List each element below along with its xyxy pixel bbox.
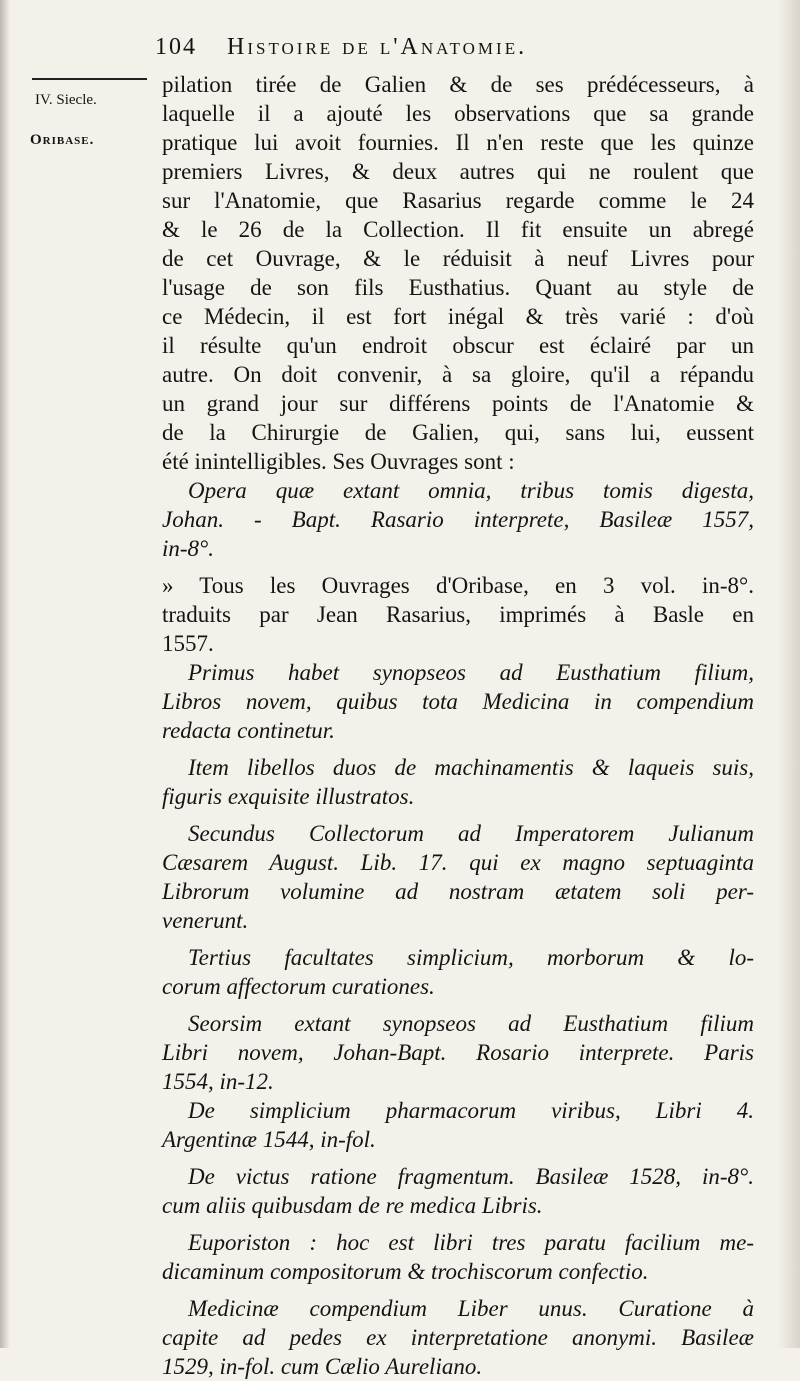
- text-line: ce Médecin, il est fort inégal & très varié : d'où: [162, 304, 754, 329]
- running-header: [155, 34, 675, 61]
- text-line: Librorum volumine ad nostram ætatem soli per-: [162, 879, 754, 904]
- text-line: été inintelligibles. Ses Ouvrages sont :: [162, 449, 515, 474]
- text-line: Item libellos duos de machinamentis & laqueis suis,: [188, 755, 754, 780]
- text-line: de la Chirurgie de Galien, qui, sans lui, eussent: [162, 420, 754, 445]
- text-line: Libri novem, Johan-Bapt. Rosario interprete. Paris: [162, 1040, 754, 1065]
- text-line: pilation tirée de Galien & de ses prédécesseurs, à: [162, 72, 754, 97]
- text-line: laquelle il a ajouté les observations que sa grande: [162, 101, 754, 126]
- text-line: Opera quæ extant omnia, tribus tomis digesta,: [188, 478, 754, 503]
- entry-tertius: [162, 943, 754, 1001]
- text-line: traduits par Jean Rasarius, imprimés à Basle en: [162, 602, 754, 627]
- text-line: de cet Ouvrage, & le réduisit à neuf Livres pour: [162, 246, 754, 271]
- text-line: figuris exquisite illustratos.: [162, 784, 415, 809]
- margin-rule: [32, 78, 147, 80]
- text-line: l'usage de son fils Eusthatius. Quant au style de: [162, 275, 754, 300]
- text-line: venerunt.: [162, 908, 249, 933]
- text-line: & le 26 de la Collection. Il fit ensuite un abregé: [162, 217, 754, 242]
- text-line: il résulte qu'un endroit obscur est éclairé par un: [162, 333, 754, 358]
- text-line: » Tous les Ouvrages d'Oribase, en 3 vol. in-8°.: [162, 573, 754, 598]
- text-line: in-8°.: [162, 536, 214, 561]
- entry-opera: [162, 476, 754, 563]
- text-line: Primus habet synopseos ad Eusthatium filium,: [188, 660, 754, 685]
- text-line: premiers Livres, & deux autres qui ne roulent que: [162, 159, 754, 184]
- text-line: 1554, in-12.: [162, 1069, 274, 1094]
- text-line: pratique lui avoit fournies. Il n'en reste que les quinze: [162, 130, 754, 155]
- text-line: capite ad pedes ex interpretatione anonymi. Basileæ: [162, 1325, 754, 1350]
- entry-secundus: [162, 819, 754, 935]
- text-line: Medicinæ compendium Liber unus. Curatione à: [188, 1296, 754, 1321]
- text-line: cum aliis quibusdam de re medica Libris.: [162, 1193, 543, 1218]
- main-text: [162, 70, 754, 1381]
- text-line: Cæsarem August. Lib. 17. qui ex magno septuaginta: [162, 850, 754, 875]
- text-line: Euporiston : hoc est libri tres paratu facilium me-: [188, 1230, 754, 1255]
- text-line: Johan. - Bapt. Rasario interprete, Basileæ 1557,: [162, 507, 754, 532]
- text-line: dicaminum compositorum & trochiscorum confectio.: [162, 1259, 649, 1284]
- entry-item: [162, 753, 754, 811]
- running-title: Histoire de l'Anatomie.: [227, 34, 528, 60]
- entry-primus: [162, 658, 754, 745]
- entry-euporiston: [162, 1228, 754, 1286]
- page-shadow-right: [778, 0, 800, 1348]
- paragraph-1: [162, 70, 754, 476]
- margin-author: Oribase.: [30, 132, 95, 148]
- margin-century: IV. Siecle.: [35, 92, 97, 108]
- text-line: Argentinæ 1544, in-fol.: [162, 1127, 376, 1152]
- text-line: Seorsim extant synopseos ad Eusthatium filium: [188, 1011, 754, 1036]
- text-line: Libros novem, quibus tota Medicina in compendium: [162, 689, 754, 714]
- text-line: De victus ratione fragmentum. Basileæ 1528, in-8°.: [188, 1164, 754, 1189]
- entry-translation-note: [162, 571, 754, 658]
- entry-seorsim: [162, 1009, 754, 1096]
- text-line: sur l'Anatomie, que Rasarius regarde comme le 24: [162, 188, 754, 213]
- entry-de-simplicium: [162, 1096, 754, 1154]
- text-line: autre. On doit convenir, à sa gloire, qu'il a répandu: [162, 362, 754, 387]
- entry-de-victus: [162, 1162, 754, 1220]
- text-line: un grand jour sur différens points de l'Anatomie &: [162, 391, 754, 416]
- text-line: 1557.: [162, 631, 214, 656]
- text-line: De simplicium pharmacorum viribus, Libri 4.: [188, 1098, 754, 1123]
- text-line: Tertius facultates simplicium, morborum & lo-: [188, 945, 754, 970]
- page-number: 104: [155, 34, 197, 60]
- text-line: 1529, in-fol. cum Cælio Aureliano.: [162, 1354, 483, 1379]
- entry-medicinae: [162, 1294, 754, 1381]
- text-line: Secundus Collectorum ad Imperatorem Julianum: [188, 821, 754, 846]
- text-line: corum affectorum curationes.: [162, 974, 435, 999]
- text-line: redacta continetur.: [162, 718, 335, 743]
- page-shadow-left: [0, 0, 10, 1348]
